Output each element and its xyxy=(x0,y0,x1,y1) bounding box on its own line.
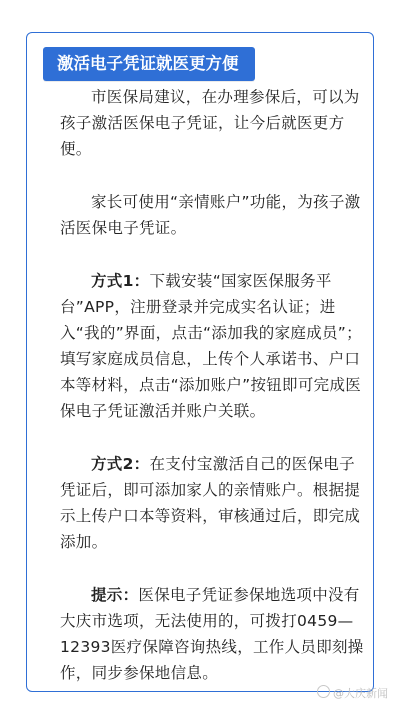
weibo-icon xyxy=(317,685,330,698)
tip-text: 医保电子凭证参保地选项中没有大庆市选项，无法使用的，可拨打0459—12393医疗保障咨询热线，工作人员即刻操作，同步参保地信息。 xyxy=(60,586,364,682)
paragraph-family-account: 家长可使用“亲情账户”功能，为孩子激活医保电子凭证。 xyxy=(60,193,361,237)
method-2-text: 在支付宝激活自己的医保电子凭证后，即可添加家人的亲情账户。根据提示上传户口本等资料，审核通过后，即完成添加。 xyxy=(60,455,361,551)
method-1-text: 下载安装“国家医保服务平台”APP，注册登录并完成实名认证；进入“我的”界面，点击“添加我的家庭成员”；填写家庭成员信息，上传个人承诺书、户口本等材料，点击“添加账户”按钮即可完成医保电子凭证激活并账户关联。 xyxy=(60,272,362,420)
method-2-label: 方式2： xyxy=(91,455,150,473)
article-body xyxy=(60,84,364,709)
paragraph-intro: 市医保局建议，在办理参保后，可以为孩子激活医保电子凭证，让今后就医更方便。 xyxy=(60,88,360,158)
paragraph-tip xyxy=(60,582,364,686)
card-title: 激活电子凭证就医更方便 xyxy=(43,47,255,81)
weibo-watermark xyxy=(317,685,388,701)
method-1-label: 方式1： xyxy=(91,272,150,290)
paragraph-method-1 xyxy=(60,268,364,424)
watermark-text: @大庆新闻 xyxy=(333,687,388,700)
tip-label: 提示： xyxy=(91,586,139,604)
paragraph-method-2 xyxy=(60,451,364,555)
